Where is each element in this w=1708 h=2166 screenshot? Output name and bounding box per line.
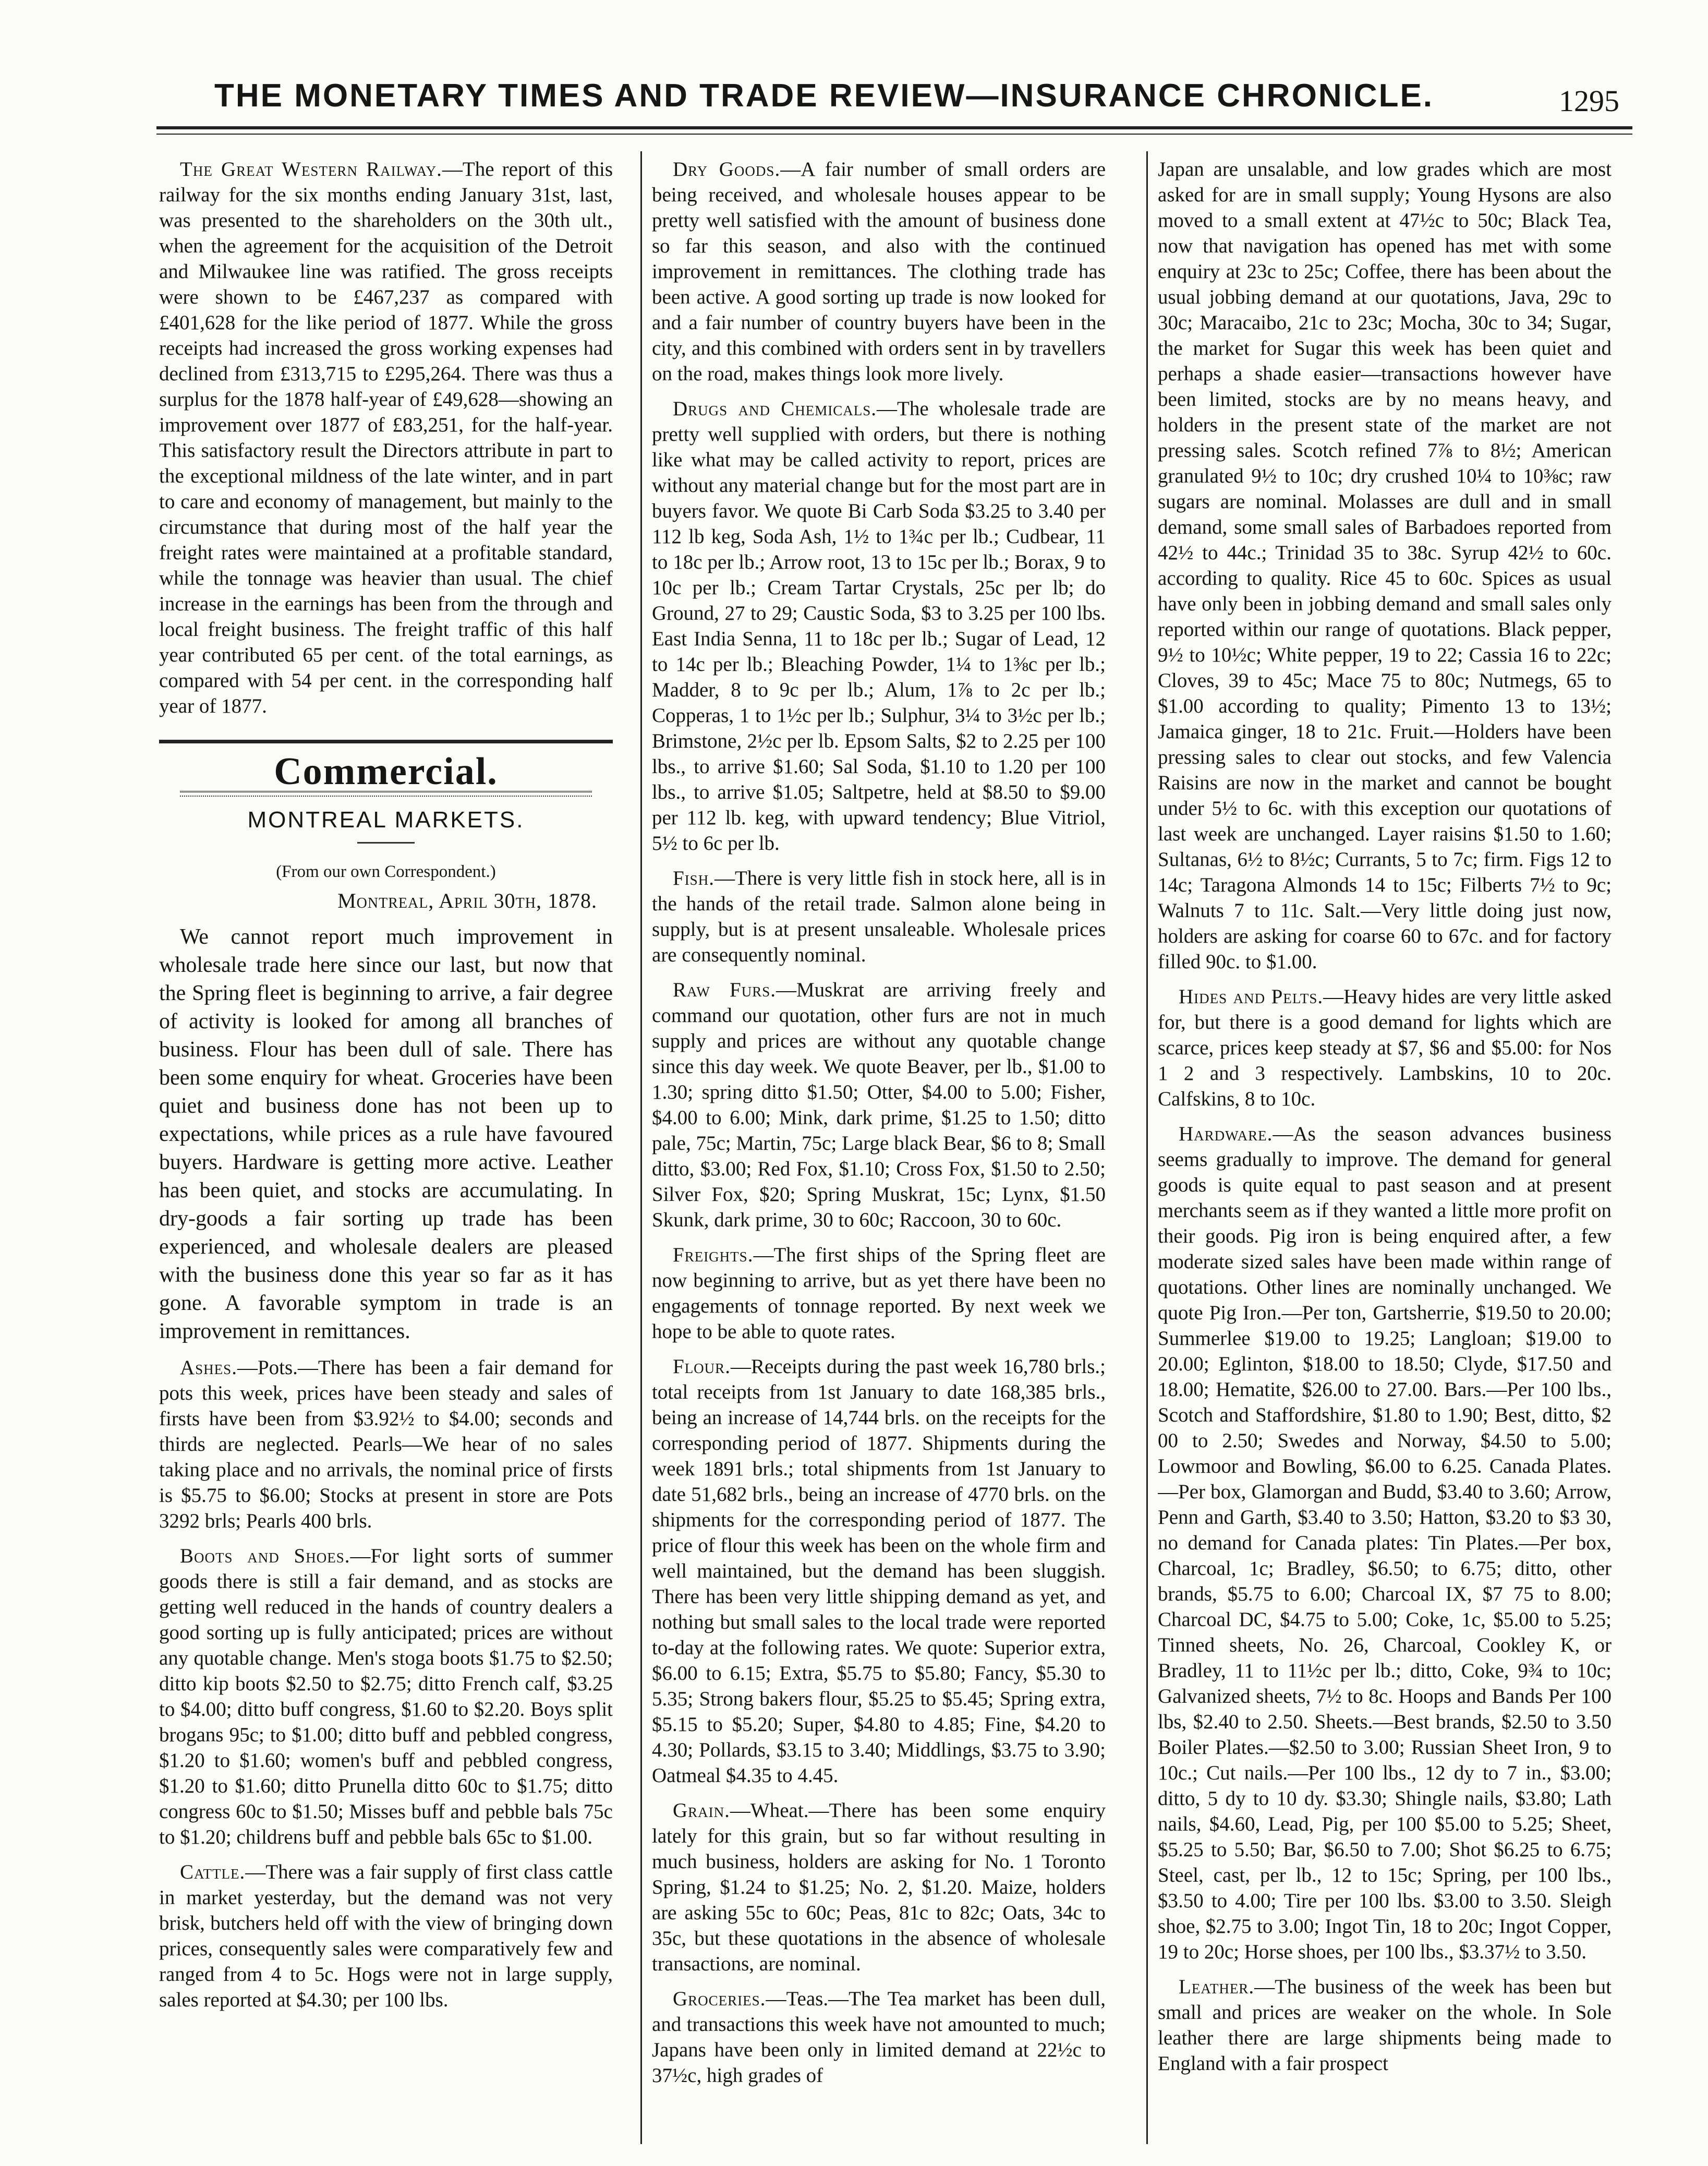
section-heading: Fish. [673,867,714,889]
section-heading: Groceries. [673,1988,766,2010]
page-header [156,63,1669,136]
section-heading: Ashes. [180,1356,237,1379]
header-rule-top [156,126,1632,129]
page-number: 1295 [1559,84,1619,118]
column-3 [1158,157,1612,2128]
article-hides-pelts [1158,984,1612,1112]
article-raw-furs [652,977,1106,1233]
dateline: Montreal, April 30th, 1878. [337,889,597,912]
article-text: —The business of the week has been but small and prices are weaker on the whole. In Sole leather there are large shipments being made to England with a fair prospect [1158,1976,1612,2075]
column-2 [652,157,1106,2128]
section-heading: Grain. [673,1799,730,1822]
column-divider-2 [1146,151,1148,2144]
article-text: —There is very little fish in stock here, all is in the hands of the retail trade. Salmon alone being in supply, but is at present unsaleable. Wholesale prices are consequently nominal. [652,867,1106,966]
section-heading: The Great Western Railway. [180,158,442,180]
section-heading: Dry Goods. [673,158,781,180]
article-text: —A fair number of small orders are being received, and wholesale houses appear to be pretty well satisfied with the amount of business done so far this season, and also with the continued improvement in remittances. The clothing trade has been active. A good sorting up trade is now looked for and a fair number of country buyers have been in the city, and this combined with orders sent in by travellers on the road, makes things look more lively. [652,158,1106,385]
commercial-heading: Commercial. [274,750,498,793]
masthead-title: THE MONETARY TIMES AND TRADE REVIEW—INSURANCE CHRONICLE. [214,78,1434,114]
article-text: —The first ships of the Spring fleet are now beginning to arrive, but as yet there have been no engagements of tonnage reported. By next week we hope to be able to quote rates. [652,1244,1106,1343]
article-freights [652,1242,1106,1344]
correspondent-note: (From our own Correspondent.) [276,862,496,881]
article-ashes [159,1355,613,1534]
article-hardware [1158,1121,1612,1965]
column-divider-1 [640,151,642,2144]
article-text: —Pots.—There has been a fair demand for pots this week, prices have been steady and sales of firsts have been from $3.92½ to $4.00; seconds and thirds are neglected. Pearls—We hear of no sales taking place and no arrivals, the nominal price of firsts is $5.75 to $6.00; Stocks at present in store are Pots 3292 brls; Pearls 400 brls. [159,1356,613,1532]
article-text: —Wheat.—There has been some enquiry lately for this grain, but so far without resulting in much business, holders are asking for No. 1 Toronto Spring, $1.24 to $1.25; No. 2, $1.20. Maize, holders are asking 55c to 60c; Peas, 81c to 82c; Oats, 34c to 35c, but these quotations in the absence of wholesale transactions, are nominal. [652,1799,1106,1975]
markets-title: MONTREAL MARKETS. [247,807,525,833]
article-text: —As the season advances business seems gradually to improve. The demand for general goods is quite equal to past season and at present merchants seem as if they wanted a little more profit on their goods. Pig iron is being enquired after, a few moderate sized sales have been made within range of quotations. Other lines are nominally unchanged. We quote Pig Iron.—Per ton, Gartsherrie, $19.50 to 20.00; Summerlee $19.00 to 19.25; Langloan; $19.00 to 20.00; Eglinton, $18.00 to 18.50; Clyde, $17.50 and 18.00; Hematite, $26.00 to 27.00. Bars.—Per 100 lbs., Scotch and Staffordshire, $1.80 to 1.90; Best, ditto, $2 00 to 2.50; Swedes and Norway, $4.50 to 5.00; Lowmoor and Bowling, $6.00 to 6.25. Canada Plates.—Per box, Glamorgan and Budd, $3.40 to 3.60; Arrow, Penn and Garth, $3.40 to 3.50; Hatton, $3.20 to $3 30, no demand for Canada plates: Tin Plates.—Per box, Charcoal, 1c; Bradley, $6.50; to 6.75; ditto, other brands, $5.75 to 6.00; Charcoal IX, $7 75 to 8.00; Charcoal DC, $4.75 to 5.00; Coke, 1c, $5.00 to 5.25; Tinned sheets, No. 26, Charcoal, Cookley K, or Bradley, 11 to 11½c per lb.; ditto, Coke, 9¾ to 10c; Galvanized sheets, 7½ to 8c. Hoops and Bands Per 100 lbs, $2.40 to 2.50. Sheets.—Best brands, $2.50 to 3.50 Boiler Plates.—$2.50 to 3.00; Russian Sheet Iron, 9 to 10c.; Cut nails.—Per 100 lbs., 12 dy to 7 in., $3.00; ditto, 5 dy to 10 dy. $3.30; Shingle nails, $3.80; Lath nails, $4.60, Lead, Pig, per 100 $5.00 to 5.25; Sheet, $5.25 to 5.50; Bar, $6.50 to 7.00; Shot $6.25 to 6.75; Steel, cast, per lb., 12 to 15c; Spring, per 100 lbs., $3.50 to 4.00; Tire per 100 lbs. $3.00 to 3.50. Sleigh shoe, $2.75 to 3.00; Ingot Tin, 18 to 20c; Ingot Copper, 19 to 20c; Horse shoes, per 100 lbs., $3.37½ to 3.50. [1158,1123,1612,1963]
article-flour [652,1354,1106,1788]
article-text: —The wholesale trade are pretty well supplied with orders, but there is nothing like what may be called activity to report, prices are without any material change but for the most part are in buyers favor. We quote Bi Carb Soda $3.25 to 3.40 per 112 lb keg, Soda Ash, 1½ to 1¾c per lb.; Cudbear, 11 to 18c per lb.; Arrow root, 13 to 15c per lb.; Borax, 9 to 10c per lb.; Cream Tartar Crystals, 25c per lb; do Ground, 27 to 29; Caustic Soda, $3 to 3.25 per 100 lbs. East India Senna, 11 to 18c per lb.; Sugar of Lead, 12 to 14c per lb.; Bleaching Powder, 1¼ to 1⅜c per lb.; Madder, 8 to 9c per lb.; Alum, 1⅞ to 2c per lb.; Copperas, 1 to 1½c per lb.; Sulphur, 3¼ to 3½c per lb.; Brimstone, 2½c per lb. Epsom Salts, $2 to 2.25 per 100 lbs., to arrive $1.60; Sal Soda, $1.10 to 1.20 per 100 lbs., to arrive $1.05; Saltpetre, held at $8.50 to $9.00 per 112 lb. keg, with upward tendency; Blue Vitriol, 5½ to 6c per lb. [652,398,1106,855]
section-heading: Raw Furs. [673,979,776,1001]
header-rule-bottom [156,134,1632,135]
article-great-western [159,157,613,719]
article-text: —Teas.—The Tea market has been dull, and transactions this week have not amounted to much; Japans have been only in limited demand at 22½c to 37½c, high grades of [652,1988,1106,2087]
article-text: —Heavy hides are very little asked for, but there is a good demand for lights which are scarce, prices keep steady at $7, $6 and $5.00: for Nos 1 2 and 3 respectively. Lambskins, 10 to 20c. Calfskins, 8 to 10c. [1158,985,1612,1110]
article-text: —Muskrat are arriving freely and command our quotation, other furs are not in much supply and prices are without any quotable change since this day week. We quote Beaver, per lb., $1.00 to 1.30; spring ditto $1.50; Otter, $4.00 to 5.00; Fisher, $4.00 to 6.00; Mink, dark prime, $1.25 to 1.50; ditto pale, 75c; Martin, 75c; Large black Bear, $6 to 8; Small ditto, $3.00; Red Fox, $1.10; Cross Fox, $1.50 to 2.50; Silver Fox, $20; Spring Muskrat, 15c; Lynx, $1.50 Skunk, dark prime, 30 to 60c; Raccoon, 30 to 60c. [652,979,1106,1231]
section-heading: Boots and Shoes. [180,1545,350,1567]
article-dry-goods [652,157,1106,387]
section-divider [159,740,613,743]
section-heading: Cattle. [180,1861,246,1883]
article-groceries [652,1986,1106,2088]
section-heading: Drugs and Chemicals. [673,398,877,420]
article-text: —Receipts during the past week 16,780 brls.; total receipts from 1st January to date 168,385 brls., being an increase of 14,744 brls. on the receipts for the corresponding period of 1877. Shipments during the week 1891 brls.; total shipments from 1st January to date 51,682 brls., being an increase of 4770 brls. on the shipments for the corresponding period of 1877. The price of flour this week has been on the whole firm and well maintained, but the demand has been sluggish. There has been very little shipping demand as yet, and nothing but small sales to the local trade were reported to-day at the following rates. We quote: Superior extra, $6.00 to 6.15; Extra, $5.75 to $5.80; Fancy, $5.30 to 5.35; Strong bakers flour, $5.25 to $5.45; Spring extra, $5.15 to $5.20; Super, $4.80 to 4.85; Fine, $4.20 to 4.30; Pollards, $3.15 to 3.40; Middlings, $3.75 to 3.90; Oatmeal $4.35 to 4.45. [652,1355,1106,1787]
article-drugs-chemicals [652,396,1106,856]
article-cattle [159,1859,613,2013]
section-heading: Hardware. [1179,1123,1273,1145]
article-text: —There was a fair supply of first class cattle in market yesterday, but the demand was not very brisk, butchers held off with the view of bringing down prices, consequently sales were comparatively few and ranged from 4 to 5c. Hogs were not in large supply, sales reported at $4.30; per 100 lbs. [159,1861,613,2011]
article-groceries-continued: Japan are unsalable, and low grades which are most asked for are in small supply; Young Hysons are also moved to a small extent at 47½c to 50c; Black Tea, now that navigation has opened has met with some enquiry at 23c to 25c; Coffee, there has been about the usual jobbing demand at our quotations, Java, 29c to 30c; Maracaibo, 21c to 23c; Mocha, 30c to 34; Sugar, the market for Sugar this week has been quiet and perhaps a shade easier—transactions however have been limited, stocks are by no means heavy, and holders in the present state of the market are not pressing sales. Scotch refined 7⅞ to 8½; American granulated 9½ to 10c; dry crushed 10¼ to 10⅜c; raw sugars are nominal. Molasses are dull and in small demand, some small sales of Barbadoes reported from 42½ to 44c.; Trinidad 35 to 38c. Syrup 42½ to 60c. according to quality. Rice 45 to 60c. Spices as usual have only been in jobbing demand and small sales only reported within our range of quotations. Black pepper, 9½ to 10½c; White pepper, 19 to 22; Cassia 16 to 22c; Cloves, 39 to 45c; Mace 75 to 80c; Nutmegs, 65 to $1.00 according to quality; Pimento 13 to 13½; Jamaica ginger, 18 to 21c. Fruit.—Holders have been pressing sales to clear out stocks, and few Valencia Raisins are now in the market and cannot be bought under 5½ to 6c. with this exception our quotations of last week are unchanged. Layer raisins $1.50 to 1.60; Sultanas, 6½ to 8½c; Currants, 5 to 7c; firm. Figs 12 to 14c; Taragona Almonds 14 to 15c; Filberts 7½ to 9c; Walnuts 7 to 11c. Salt.—Very little doing just now, holders are asking for coarse 60 to 67c. and for factory filled 90c. to $1.00. [1158,158,1612,973]
article-leather [1158,1974,1612,2076]
article-text: —The report of this railway for the six months ending January 31st, last, was presented to the shareholders on the 30th ult., when the agreement for the acquisition of the Detroit and Milwaukee line was ratified. The gross receipts were shown to be £467,237 as compared with £401,628 for the like period of 1877. While the gross receipts had increased the gross working expenses had declined from £313,715 to £295,264. There was thus a surplus for the 1878 half-year of £49,628—showing an improvement over 1877 of £83,251, for the half-year. This satisfactory result the Directors attribute in part to the exceptional mildness of the late winter, and in part to care and economy of management, but mainly to the circumstance that during most of the half year the freight rates were maintained at a profitable standard, while the tonnage was heavier than usual. The chief increase in the earnings has been from the through and local freight business. The freight traffic of this half year contributed 65 per cent. of the total earnings, as compared with 54 per cent. in the corresponding half year of 1877. [159,158,613,717]
section-heading: Flour. [673,1355,731,1378]
column-1 [159,157,613,2087]
section-heading: Freights. [673,1244,754,1266]
article-boots-shoes [159,1543,613,1850]
section-heading: Hides and Pelts. [1179,985,1324,1008]
article-fish [652,865,1106,968]
article-grain [652,1798,1106,1977]
short-rule [357,842,415,844]
section-heading: Leather. [1179,1976,1255,1998]
market-intro: We cannot report much improvement in wholesale trade here since our last, but now that the Spring fleet is beginning to arrive, a fair degree of activity is looked for among all branches of business. Flour has been dull of sale. There has been some enquiry for wheat. Groceries have been quiet and business done has not been up to expectations, while prices as a rule have favoured buyers. Hardware is getting more active. Leather has been quiet, and stocks are accumulating. In dry-goods a fair sorting up trade has been experienced, and wholesale dealers are pleased with the business done this year so far as it has gone. A favorable symptom in trade is an improvement in remittances. [159,925,613,1343]
article-text: —For light sorts of summer goods there is still a fair demand, and as stocks are getting well reduced in the hands of country dealers a good sorting up is fully anticipated; prices are without any quotable change. Men's stoga boots $1.75 to $2.50; ditto kip boots $2.50 to $2.75; ditto French calf, $3.25 to $4.00; ditto buff congress, $1.60 to $2.20. Boys split brogans 95c; to $1.00; ditto buff and pebbled congress, $1.20 to $1.60; women's buff and pebbled congress, $1.20 to $1.60; ditto Prunella ditto 60c to $1.75; ditto congress 60c to $1.50; Misses buff and pebble bals 75c to $1.20; childrens buff and pebble bals 65c to $1.00. [159,1545,613,1848]
